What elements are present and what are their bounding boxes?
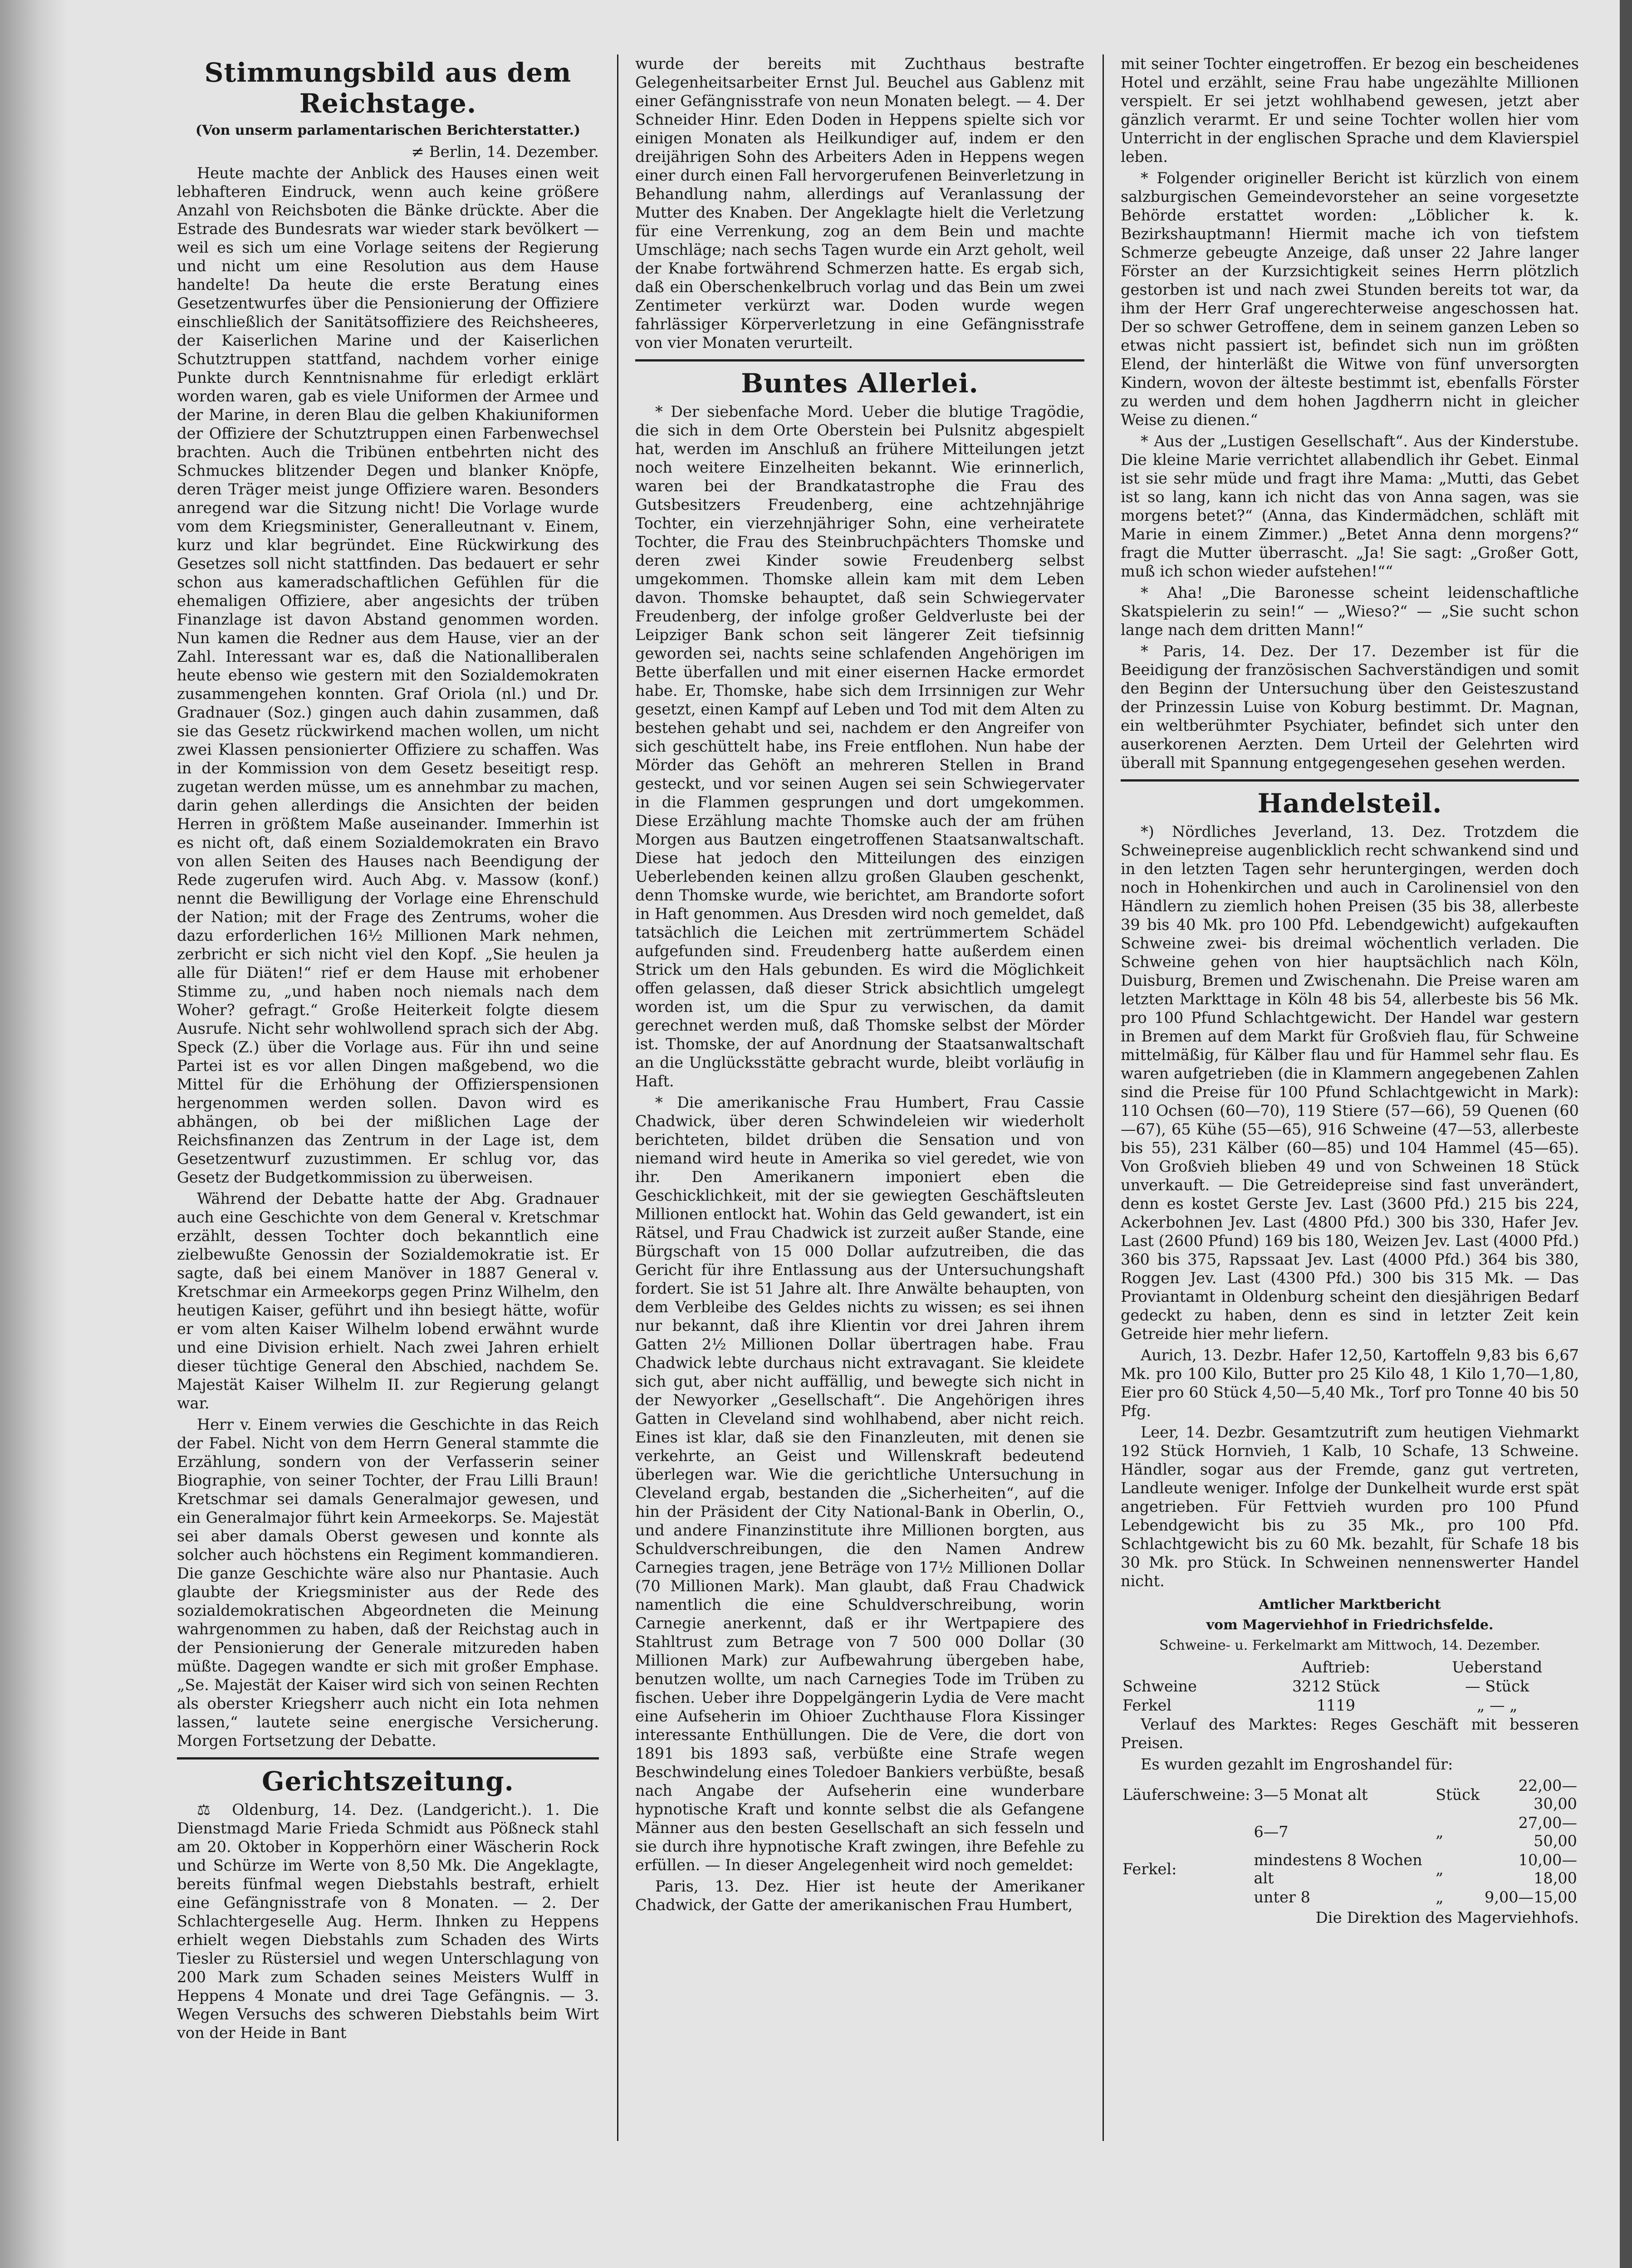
court-headline: Gerichtszeitung. <box>262 1766 514 1797</box>
price-unit: Stück <box>1436 1786 1480 1804</box>
price-value: 22,00—30,00 <box>1518 1777 1577 1813</box>
article-paragraph: Während der Debatte hatte der Abg. Gradnauer auch eine Geschichte von dem General v. Kretschmar erzählt, dessen Tochter doch bekanntlich eine zielbewußte Genossin der Sozialdemokratie ist. Er sagte, daß bei einem Manöver in 1887 General v. Kretschmar ein Armeekorps gegen Prinz Wilhelm, den heutigen Kaiser, geführt und ihn besiegt hätte, wofür er vom alten Kaiser Wilhelm lobend erwähnt wurde und eine Division erhielt. Nach zwei Jahren erhielt dieser tüchtige General den Abschied, nachdem Se. Majestät Kaiser Wilhelm II. zur Regierung gelangt war. <box>177 1190 599 1412</box>
price-value: 9,00—15,00 <box>1485 1888 1577 1906</box>
table-row <box>1121 1658 1579 1677</box>
price-age: unter 8 <box>1254 1888 1310 1906</box>
section-divider <box>1121 779 1579 782</box>
table-row <box>1121 1851 1579 1888</box>
table-row <box>1121 1776 1579 1813</box>
article-paragraph: * Die amerikanische Frau Humbert, Frau Cassie Chadwick, über deren Schwindeleien wir wiederholt berichteten, bildet drüben die Sensation und von niemand wird heute in Amerika so viel geredet, wie von ihr. Den Amerikanern imponiert eben die Geschicklichkeit, mit der sie gewiegten Geschäftsleuten Millionen entlockt hat. Wohin das Geld gewandert, ist ein Rätsel, und Frau Chadwick ist zurzeit außer Stande, eine Bürgschaft von 15 000 Dollar aufzutreiben, die das Gericht für ihre Entlassung aus der Untersuchungshaft fordert. Sie ist 51 Jahre alt. Ihre Anwälte behaupten, von dem Verbleibe des Geldes nichts zu wissen; es sei ihnen nur bekannt, daß ihre Klientin vor drei Jahren ihrem Gatten 2½ Millionen Dollar übertragen habe. Frau Chadwick lebte durchaus nicht extravagant. Sie kleidete sich gut, aber nicht auffällig, und bewegte sich nicht in der Newyorker „Gesellschaft“. Die Angehörigen ihres Gatten in Cleveland sind wohlhabend, aber nicht reich. Eines ist klar, daß sie den Finanzleuten, mit denen sie verkehrte, an Geist und Willenskraft bedeutend überlegen war. Wie die gerichtliche Untersuchung in Cleveland ergab, bestanden die „Sicherheiten“, auf die hin der Präsident der City National-Bank in Oberlin, O., und andere Finanzinstitute ihre Millionen borgten, aus Schuldverschreibungen, die den Namen Andrew Carnegies tragen, jene Beträge von 17½ Millionen Dollar (70 Millionen Mark). Man glaubt, daß Frau Chadwick namentlich die eine Schuldverschreibung, worin Carnegie anerkennt, daß er ihr Wertpapiere des Stahltrust zum Betrage von 7 500 000 Dollar (30 Millionen Mark) zur Aufbewahrung übergeben habe, benutzen wollte, um nach Carnegies Tode im Trüben zu fischen. Ueber ihre Doppelgängerin Lydia de Vere macht eine Aufseherin im Ohioer Zuchthause Flora Kissinger interessante Enthüllungen. Die de Vere, die dort von 1891 bis 1893 saß, verbüßte eine Strafe wegen Beschwindelung eines Toledoer Bankiers verbüßte, besaß nach Angabe der Aufseherin eine wunderbare hypnotische Kraft und konnte selbst die als Gefangene Männer aus den besten Gesellschaft an sich fesseln und sie durch ihre hypnotische Kraft zwingen, ihre Befehle zu erfüllen. — In dieser Angelegenheit wird noch gemeldet: <box>635 1094 1084 1874</box>
column-rule <box>617 54 618 2141</box>
price-label <box>1121 1813 1252 1851</box>
supply-header: Auftrieb: <box>1301 1658 1370 1676</box>
section-divider <box>635 359 1084 362</box>
animal-label: Schweine <box>1122 1677 1197 1695</box>
column-3 <box>1121 54 1579 2155</box>
price-unit: „ <box>1436 1860 1444 1878</box>
surplus-value: — Stück <box>1465 1677 1529 1695</box>
price-label <box>1121 1888 1252 1907</box>
market-signature: Die Direktion des Magerviehhofs. <box>1315 1909 1579 1927</box>
article-paragraph: Aurich, 13. Dezbr. Hafer 12,50, Kartoffeln 9,83 bis 6,67 Mk. pro 100 Kilo, Butter pro 25 Kilo 48, 1 Kilo 1,70—1,80, Eier pro 60 Stück 4,50—5,40 Mk., Torf pro Tonne 40 bis 50 Pfg. <box>1121 1346 1579 1420</box>
binding-fold <box>0 0 68 2268</box>
reichstag-byline: (Von unserm parlamentarischen Berichterstatter.) <box>195 122 581 138</box>
article-paragraph: Heute machte der Anblick des Hauses einen weit lebhafteren Eindruck, wenn auch keine größere Anzahl von Reichsboten die Bänke drückte. Aber die Estrade des Bundesrats war wieder stark bevölkert — weil es sich um eine Vorlage seitens der Regierung und nicht um eine Resolution aus dem Hause handelte! Da heute die erste Beratung eines Gesetzentwurfes über die Pensionierung der Offiziere einschließlich der Sanitätsoffiziere des Reichsheeres, der Kaiserlichen Marine und der Kaiserlichen Schutztruppen stattfand, nachdem vorher einige Punkte durch Kenntnisnahme für erledigt erklärt worden waren, gab es viele Uniformen der Armee und der Marine, in deren Blau die gelben Khakiuniformen der Offiziere der Schutztruppen einen Farbenwechsel brachten. Auch die Tribünen entbehrten nicht des Schmuckes blitzender Degen und blanker Knöpfe, deren Träger meist junge Offiziere waren. Besonders anregend war die Sitzung nicht! Die Vorlage wurde vom dem Kriegsminister, Generalleutnant v. Einem, kurz und klar begründet. Eine Rückwirkung des Gesetzes soll nicht stattfinden. Das bedauert er sehr schon aus kameradschaftlichen Gefühlen für die ehemaligen Offiziere, aber angesichts der trüben Finanzlage ist davon Abstand genommen worden. Nun kamen die Redner aus dem Hause, vier an der Zahl. Interessant war es, daß die Nationalliberalen heute ebenso wie gestern mit den Sozialdemokraten zusammengehen konnten. Graf Oriola (nl.) und Dr. Gradnauer (Soz.) gingen auch dahin zusammen, daß sie das Gesetz rückwirkend machen wollen, um nicht zwei Klassen pensionierter Offiziere zu schaffen. Was in der Kommission von dem Gesetz beseitigt resp. zugetan werden müsse, um es annehmbar zu machen, darin gehen allerdings die Ansichten der beiden Herren in größtem Maße auseinander. Immerhin ist es nicht oft, daß einem Sozialdemokraten ein Bravo von allen Seiten des Hauses nach Beendigung der Rede zugerufen wird. Auch Abg. v. Massow (konf.) nennt die Bewilligung der Vorlage eine Ehrenschuld der Nation; mit der Frage des Zentrums, woher die dazu erforderlichen 16½ Millionen Mark nehmen, zerbricht er sich nicht viel den Kopf. „Sie heulen ja alle für Diäten!“ rief er dem Hause mit erhobener Stimme zu, „und haben noch niemals nach dem Woher? gefragt.“ Große Heiterkeit folgte diesem Ausrufe. Nicht sehr wohlwollend sprach sich der Abg. Speck (Z.) über die Vorlage aus. Für ihn und seine Partei ist es vor allen Dingen maßgebend, wo die Mittel für die Erhöhung der Offizierspensionen hergenommen werden sollen. Davon wird es abhängen, ob bei der mißlichen Lage der Reichsfinanzen das Zentrum in der Lage ist, dem Gesetzentwurf zuzustimmen. Er schlug vor, das Gesetz der Budgetkommission zu überweisen. <box>177 164 599 1186</box>
column-rule <box>1103 54 1104 2141</box>
article-paragraph: Herr v. Einem verwies die Geschichte in das Reich der Fabel. Nicht von dem Herrn General stammte die Erzählung, sondern von der Verfasserin seiner Biographie, von seiner Tochter, der Frau Lilli Braun! Kretschmar sei damals Generalmajor gewesen, und ein Generalmajor führt kein Armeekorps. Se. Majestät sei aber damals Oberst gewesen und konnte als solcher auch höchstens ein Regiment kommandieren. Die ganze Geschichte wäre also nur Phantasie. Auch glaubte der Kriegsminister aus der Rede des sozialdemokratischen Abgeordneten die Meinung wahrgenommen zu haben, daß der Reichstag auch in der Pensionierung der Generale mitzureden haben müßte. Dagegen wandte er sich mit großer Emphase. „Se. Majestät der Kaiser wird sich von seinen Rechten als oberster Kriegsherr auch nicht ein Iota nehmen lassen,“ lautete seine energische Versicherung. Morgen Fortsetzung der Debatte. <box>177 1416 599 1750</box>
article-paragraph: * Paris, 14. Dez. Der 17. Dezember ist für die Beeidigung der französischen Sachverständigen und somit den Beginn der Untersuchung über den Geisteszustand der Prinzessin Luise von Koburg bestimmt. Dr. Magnan, ein weltberühmter Psychiater, befindet sich unter den auserkorenen Aerzten. Dem Urteil der Gelehrten wird überall mit Spannung entgegengesehen gesehen werden. <box>1121 642 1579 772</box>
market-course: Verlauf des Marktes: Reges Geschäft mit besseren Preisen. <box>1121 1716 1579 1752</box>
reichstag-headline: Stimmungsbild aus dem Reichstage. <box>204 57 572 119</box>
price-label: Ferkel: <box>1122 1860 1177 1878</box>
supply-table <box>1121 1658 1579 1715</box>
table-row <box>1121 1888 1579 1907</box>
table-row <box>1121 1677 1579 1696</box>
misc-headline: Buntes Allerlei. <box>741 368 979 399</box>
price-value: 10,00—18,00 <box>1518 1851 1577 1887</box>
article-paragraph: mit seiner Tochter eingetroffen. Er bezog ein bescheidenes Hotel und erzählt, seine Frau habe ungezählte Millionen verspielt. Er sei jetzt wohlhabend gewesen, jetzt aber gänzlich verarmt. Er und seine Tochter wollen hier vom Unterricht in der englischen Sprache und dem Klavierspiel leben. <box>1121 55 1579 166</box>
price-age: 6—7 <box>1254 1823 1289 1841</box>
scan-edge <box>1620 0 1632 2268</box>
reichstag-dateline: ≠ Berlin, 14. Dezember. <box>411 143 599 161</box>
article-paragraph: *) Nördliches Jeverland, 13. Dez. Trotzdem die Schweinepreise augenblicklich recht schwankend sind und in den letzten Tagen sehr heruntergingen, werden doch noch in Hohenkirchen und auch in Carolinensiel von den Händlern zu ziemlich hohen Preisen (35 bis 38, allerbeste 39 bis 40 Mk. pro 100 Pfd. Lebendgewicht) aufgekauften Schweine zwei- bis dreimal wöchentlich verladen. Die Schweine gehen von hier hauptsächlich nach Köln, Duisburg, Bremen und Zwischenahn. Die Preise waren am letzten Markttage in Köln 48 bis 54, allerbeste bis 56 Mk. pro 100 Pfund Schlachtgewicht. Der Handel war gestern in Bremen auf dem Markt für Großvieh flau, für Schweine mittelmäßig, für Kälber flau und für Hammel sehr flau. Es waren aufgetrieben (die in Klammern angegebenen Zahlen sind die Preise für 100 Pfund Schlachtgewicht in Mark): 110 Ochsen (60—70), 119 Stiere (57—66), 59 Quenen (60—67), 65 Kühe (55—65), 916 Schweine (47—53, allerbeste bis 55), 231 Kälber (60—85) und 104 Hammel (45—65). Von Großvieh blieben 49 und von Schweinen 18 Stück unverkauft. — Die Getreidepreise sind fast unverändert, denn es kostet Gerste Jev. Last (3600 Pfd.) 215 bis 224, Ackerbohnen Jev. Last (4800 Pfd.) 300 bis 330, Hafer Jev. Last (2600 Pfund) 169 bis 180, Weizen Jev. Last (4000 Pfd.) 360 bis 375, Rapssaat Jev. Last (4000 Pfd.) 364 bis 380, Roggen Jev. Last (4300 Pfd.) 300 bis 315 Mk. — Das Proviantamt in Oldenburg scheint den diesjährigen Bedarf gedeckt zu haben, denn es sind in letzter Zeit kein Getreide hier mehr liefern. <box>1121 823 1579 1343</box>
animal-label: Ferkel <box>1122 1696 1172 1714</box>
article-paragraph: Paris, 13. Dez. Hier ist heute der Amerikaner Chadwick, der Gatte der amerikanischen Frau Humbert, <box>635 1877 1084 1914</box>
supply-value: 3212 Stück <box>1292 1677 1380 1695</box>
price-unit: „ <box>1436 1888 1444 1906</box>
article-paragraph: * Folgender origineller Bericht ist kürzlich von einem salzburgischen Gemeindevorsteher an seine vorgesetzte Behörde erstattet worden: „Löblicher k. k. Bezirkshauptmann! Hiermit mache ich von tiefstem Schmerze gebeugte Anzeige, daß unser 22 Jahre langer Förster an der Kurzsichtigkeit seines Herrn plötzlich gestorben ist und nach zwei Stunden bereits tot war, da ihm der Herr Graf ungerechterweise angeschossen hat. Der so schwer Getroffene, dem in seinem ganzen Leben so etwas nicht passiert ist, befindet sich nun im größten Elend, der hinterläßt die Witwe von fünf unversorgten Kindern, wovon der älteste bestimmt ist, ebenfalls Förster zu werden und dem hohen Jagdherrn nicht in gleicher Weise zu dienen.“ <box>1121 169 1579 429</box>
surplus-value: „ — „ <box>1476 1696 1518 1714</box>
market-report-date: Schweine- u. Ferkelmarkt am Mittwoch, 14. Dezember. <box>1159 1637 1540 1653</box>
section-divider <box>177 1757 599 1760</box>
price-label: Läuferschweine: <box>1122 1786 1250 1804</box>
price-age: 3—5 Monat alt <box>1254 1786 1368 1804</box>
table-row <box>1121 1696 1579 1715</box>
price-value: 27,00—50,00 <box>1518 1814 1577 1850</box>
market-paid: Es wurden gezahlt im Engroshandel für: <box>1141 1755 1453 1773</box>
market-report-location: vom Magerviehhof in Friedrichsfelde. <box>1206 1617 1494 1633</box>
table-row <box>1121 1813 1579 1851</box>
trade-headline: Handelsteil. <box>1257 788 1442 819</box>
surplus-header: Ueberstand <box>1452 1658 1543 1676</box>
market-report-title: Amtlicher Marktbericht <box>1259 1597 1441 1613</box>
article-paragraph: wurde der bereits mit Zuchthaus bestrafte Gelegenheitsarbeiter Ernst Jul. Beuchel aus Gablenz mit einer Gefängnisstrafe von neun Monaten belegt. — 4. Der Schneider Hinr. Eden Doden in Heppens spielte sich vor einigen Monaten als Heilkundiger auf, indem er den dreijährigen Sohn des Arbeiters Aden in Heppens wegen einer durch einen Fall hervorgerufenen Beinverletzung in Behandlung nahm, allerdings auf Veranlassung der Mutter des Knaben. Der Angeklagte hielt die Verletzung für eine Verrenkung, zog an dem Bein und machte Umschläge; nach sechs Tagen wurde ein Arzt geholt, weil der Knabe fortwährend Schmerzen hatte. Es ergab sich, daß ein Oberschenkelbruch vorlag und das Bein um zwei Zentimeter verkürzt war. Doden wurde wegen fahrlässiger Körperverletzung in eine Gefängnisstrafe von vier Monaten verurteilt. <box>635 55 1084 352</box>
article-paragraph: * Aus der „Lustigen Gesellschaft“. Aus der Kinderstube. Die kleine Marie verrichtet allabendlich ihr Gebet. Einmal ist sie sehr müde und fragt ihre Mama: „Mutti, das Gebet ist so lang, kann ich nicht das von Anna sagen, was sie morgens betet?“ (Anna, das Kindermädchen, schläft mit Marie in einem Zimmer.) „Betet Anna denn morgens?“ fragt die Mutter überrascht. „Ja! Sie sagt: „Großer Gott, muß ich schon wieder aufstehen!““ <box>1121 432 1579 580</box>
article-paragraph: Leer, 14. Dezbr. Gesamtzutrift zum heutigen Viehmarkt 192 Stück Hornvieh, 1 Kalb, 10 Schafe, 13 Schweine. Händler, sogar aus der Fremde, ganz gut vertreten, Landleute weniger. Infolge der Dunkelheit wurde erst spät angetrieben. Für Fettvieh wurden pro 100 Pfund Lebendgewicht bis zu 35 Mk., pro 100 Pfd. Schlachtgewicht bis zu 60 Mk. bezahlt, für Schafe 18 bis 30 Mk. pro Stück. In Schweinen nennenswerter Handel nicht. <box>1121 1423 1579 1590</box>
supply-value: 1119 <box>1316 1696 1356 1714</box>
price-unit: „ <box>1436 1823 1444 1841</box>
article-paragraph: ⚖ Oldenburg, 14. Dez. (Landgericht.). 1. Die Dienstmagd Marie Frieda Schmidt aus Pößneck stahl am 20. Oktober in Kopperhörn einer Wäscherin Rock und Schürze im Werte von 8,50 Mk. Die Angeklagte, bereits fünfmal wegen Diebstahls bestraft, erhielt eine Gefängnisstrafe von 8 Monaten. — 2. Der Schlachtergeselle Aug. Herm. Ihnken zu Heppens erhielt wegen Diebstahls zum Schaden des Wirts Tiesler zu Rüstersiel und wegen Unterschlagung von 200 Mark zum Schaden seines Meisters Wulff in Heppens 4 Monate und drei Tage Gefängnis. — 3. Wegen Versuchs des schweren Diebstahls beim Wirt von der Heide in Bant <box>177 1801 599 2042</box>
column-1 <box>177 54 599 2155</box>
newspaper-page <box>177 54 1579 2168</box>
column-2 <box>635 54 1084 2155</box>
price-table <box>1121 1776 1579 1907</box>
article-paragraph: * Der siebenfache Mord. Ueber die blutige Tragödie, die sich in dem Orte Oberstein bei Pulsnitz abgespielt hat, werden im Anschluß an frühere Mitteilungen jetzt noch weitere Einzelheiten bekannt. Wie erinnerlich, waren bei der Brandkatastrophe die Frau des Gutsbesitzers Freudenberg, eine achtzehnjährige Tochter, ein vierzehnjähriger Sohn, eine verheiratete Tochter, die Frau des Steinbruchpächters Thomske und deren zwei Kinder sowie Freudenberg selbst umgekommen. Thomske allein kam mit dem Leben davon. Thomske behauptet, daß sein Schwiegervater Freudenberg, der infolge großer Geldverluste bei der Leipziger Bank schon seit längerer Zeit tiefsinnig geworden sei, nachts seine schlafenden Angehörigen im Bette überfallen und mit einer eisernen Hacke ermordet habe. Er, Thomske, habe sich dem Irrsinnigen zur Wehr gesetzt, einen Kampf auf Leben und Tod mit dem Alten zu bestehen gehabt und sei, nachdem er den Angreifer von sich geschüttelt habe, ins Freie entflohen. Nun habe der Mörder das Gehöft an mehreren Stellen in Brand gesteckt, und vor seinen Augen sei sein Schwiegervater in die Flammen gesprungen und dort umgekommen. Diese Erzählung machte Thomske auch der am frühen Morgen aus Bautzen eingetroffenen Staatsanwaltschaft. Diese hat jedoch den Mitteilungen des einzigen Ueberlebenden keinen allzu großen Glauben geschenkt, denn Thomske wurde, wie berichtet, am Brandorte sofort in Haft genommen. Aus Dresden wird noch gemeldet, daß tatsächlich die Leichen mit zertrümmertem Schädel aufgefunden sind. Freudenberg hatte außerdem einen Strick um den Hals gebunden. Es wird die Möglichkeit offen gelassen, daß dieser Strick absichtlich umgelegt worden ist, um die Spur zu verwischen, da damit gerechnet werden muß, daß Thomske selbst der Mörder ist. Thomske, der auf Anordnung der Staatsanwaltschaft an die Unglücksstätte gebracht wurde, bleibt vorläufig in Haft. <box>635 403 1084 1090</box>
article-paragraph: * Aha! „Die Baronesse scheint leidenschaftliche Skatspielerin zu sein!“ — „Wieso?“ — „Sie sucht schon lange nach dem dritten Mann!“ <box>1121 584 1579 639</box>
price-age: mindestens 8 Wochen alt <box>1254 1851 1422 1887</box>
